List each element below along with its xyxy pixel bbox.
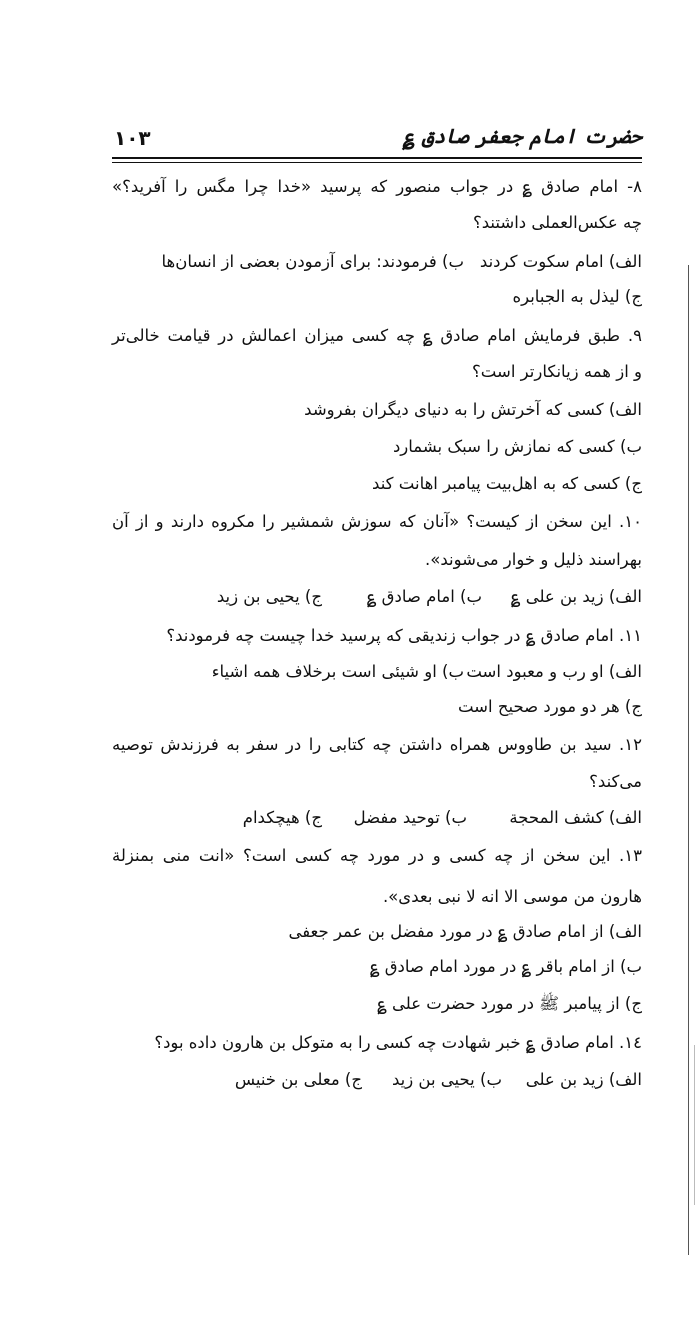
option-a: الف) زید بن علی <box>525 1070 642 1089</box>
header-rule <box>112 157 642 159</box>
question-10-cont: بهراسند ذلیل و خوار می‌شوند». <box>425 550 642 569</box>
option-a: الف) امام سکوت کردند <box>479 252 642 271</box>
question-12-options <box>243 806 642 830</box>
option-a: الف) او رب و معبود است <box>466 662 642 681</box>
question-9: ۹. طبق فرمایش امام صادق ؏ چه کسی میزان اعمالش در قیامت خالی‌تر <box>112 326 642 345</box>
book-page <box>112 0 642 1341</box>
option-a: الف) از امام صادق ؏ در مورد مفضل بن عمر جعفی <box>288 922 642 941</box>
option-b: ب) از امام باقر ؏ در مورد امام صادق ؏ <box>369 957 642 976</box>
question-13-cont: هارون من موسی الا انه لا نبی بعدی». <box>382 887 642 906</box>
option-c: ج) معلی بن خنیس <box>234 1070 362 1089</box>
scan-edge-line <box>688 265 689 1255</box>
option-c: ج) هر دو مورد صحیح است <box>457 697 642 716</box>
option-b: ب) فرمودند: برای آزمودن بعضی از انسان‌ها <box>161 252 464 271</box>
option-a: الف) کسی که آخرتش را به دنیای دیگران بفروشد <box>304 400 642 419</box>
question-10: ۱۰. این سخن از کیست؟ «آنان که سوزش شمشیر را مکروه دارند و از آن <box>112 512 642 531</box>
question-12: ۱۲. سید بن طاووس همراه داشتن چه کتابی را در سفر به فرزندش توصیه <box>112 735 642 754</box>
question-11: ۱۱. امام صادق ؏ در جواب زندیقی که پرسید خدا چیست چه فرمودند؟ <box>166 626 642 645</box>
option-c: ج) یحیی بن زید <box>216 587 322 606</box>
question-13: ۱۳. این سخن از چه کسی و در مورد چه کسی است؟ «انت منی بمنزلة <box>112 846 642 865</box>
option-b: ب) امام صادق ؏ <box>366 587 482 606</box>
question-10-options <box>217 585 642 609</box>
option-a: الف) زید بن علی ؏ <box>510 587 642 606</box>
scan-edge-line <box>694 1045 695 1205</box>
option-c: ج) کسی که به اهل‌بیت پیامبر اهانت کند <box>372 474 642 493</box>
option-c: ج) هیچکدام <box>242 808 322 827</box>
question-8: ۸- امام صادق ؏ در جواب منصور که پرسید «خدا چرا مگس را آفرید؟» <box>112 177 642 196</box>
question-9-cont: و از همه زیانکارتر است؟ <box>472 362 642 381</box>
header-title: حضرت امام جعفر صادق ؏ <box>403 124 642 148</box>
question-14-options <box>235 1068 642 1092</box>
question-8-cont: چه عکس‌العملی داشتند؟ <box>473 213 642 232</box>
option-c: ج) لیذل به الجبابره <box>512 287 642 306</box>
page-number: ۱۰۳ <box>114 126 151 150</box>
option-b: ب) یحیی بن زید <box>391 1070 502 1089</box>
option-c: ج) از پیامبر ﷺ در مورد حضرت علی ؏ <box>377 994 642 1013</box>
option-b: ب) او شیئی است برخلاف همه اشیاء <box>211 662 464 681</box>
question-8-options <box>112 250 642 274</box>
running-header <box>112 124 642 156</box>
question-11-options <box>212 660 642 684</box>
option-b: ب) توحید مفضل <box>353 808 467 827</box>
option-a: الف) کشف المحجة <box>509 808 642 827</box>
question-14: ۱٤. امام صادق ؏ خبر شهادت چه کسی را به متوکل بن هارون داده بود؟ <box>154 1033 642 1052</box>
header-rule <box>112 162 642 163</box>
option-b: ب) کسی که نمازش را سبک بشمارد <box>392 437 642 456</box>
question-12-cont: می‌کند؟ <box>589 772 642 791</box>
